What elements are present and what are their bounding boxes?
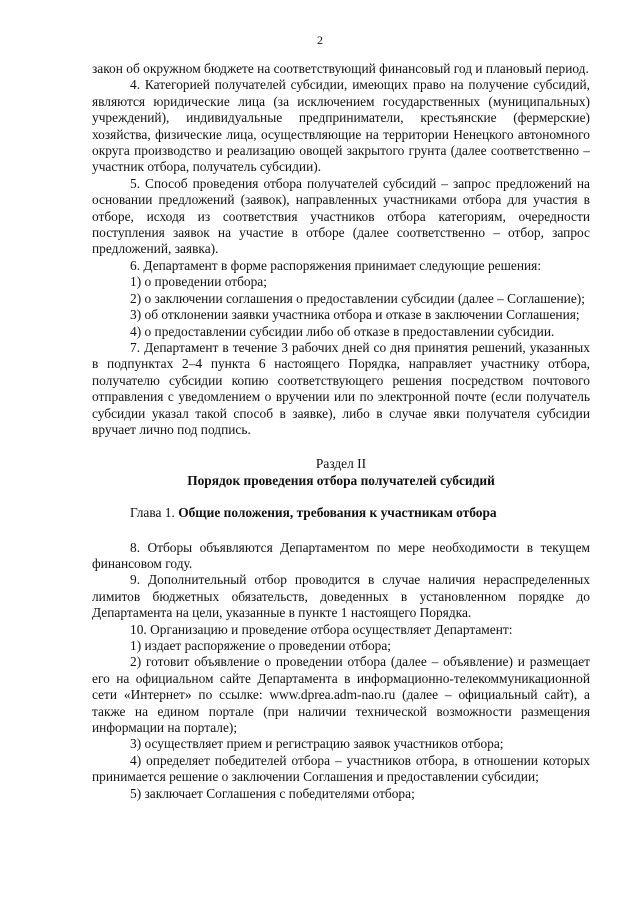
- section-title: Порядок проведения отбора получателей субсидий: [187, 472, 495, 488]
- paragraph-item-8: 8. Отборы объявляются Департаментом по мере необходимости в текущем финансовом году.: [92, 539, 590, 571]
- chapter-heading: [92, 505, 590, 521]
- paragraph-item-6-2: 2) о заключении соглашения о предоставлении субсидии (далее – Соглашение);: [130, 290, 585, 306]
- paragraph-item-5: 5. Способ проведения отбора получателей субсидий – запрос предложений на основании предложений (заявок), направленных участниками отбора для участия в отборе, исходя из соответствия участников отбора категориям, очередности поступления заявок на участие в отборе (далее соответственно – отбор, запрос предложений, заявка).: [92, 175, 590, 257]
- paragraph-item-10-2: 2) готовит объявление о проведении отбора (далее – объявление) и размещает его на официальном сайте Департамента в информационно-телекоммуникационной сети «Интернет» по ссылке: www.dprea.adm-nao.ru (далее – официальный сайт), а также на едином портале (при наличии технической возможности размещения информации на портале);: [92, 654, 590, 736]
- page-number: 2: [317, 33, 323, 47]
- paragraph-item-10-4: 4) определяет победителей отбора – участников отбора, в отношении которых принимается решение о заключении Соглашения и предоставлении субсидии;: [92, 752, 590, 785]
- section-label: Раздел II: [315, 456, 367, 472]
- paragraph-item-10-1: 1) издает распоряжение о проведении отбора;: [130, 638, 392, 653]
- chapter-title: Общие положения, требования к участникам отбора: [178, 505, 497, 521]
- paragraph-item-6-3: 3) об отклонении заявки участника отбора и отказе в заключении Соглашения;: [130, 307, 580, 323]
- paragraph-item-6-1: 1) о проведении отбора;: [130, 274, 267, 290]
- chapter-prefix: Глава 1.: [130, 505, 179, 521]
- paragraph-item-6-4: 4) о предоставлении субсидии либо об отказе в предоставлении субсидии.: [130, 323, 555, 339]
- paragraph-item-10-3: 3) осуществляет прием и регистрацию заявок участников отбора;: [130, 736, 504, 752]
- document-body: [92, 61, 590, 802]
- paragraph-item-4: 4. Категорией получателей субсидии, имеющих право на получение субсидий, являются юридические лица (за исключением государственных (муниципальных) учреждений), индивидуальные предприниматели, крестьянские (фермерские) хозяйства, физические лица, осуществляющие на территории Ненецкого автономного округа производство и реализацию овощей закрытого грунта (далее соответственно – участник отбора, получатель субсидии).: [92, 77, 590, 175]
- paragraph-item-6: 6. Департамент в форме распоряжения принимает следующие решения:: [130, 257, 542, 273]
- paragraph-item-9: 9. Дополнительный отбор проводится в случае наличия нераспределенных лимитов бюджетных обязательств, доведенных в установленном порядке до Департамента на цели, указанные в пункте 1 настоящего Порядка.: [92, 572, 590, 621]
- paragraph-budget-law: закон об окружном бюджете на соответствующий финансовый год и плановый период.: [92, 61, 589, 76]
- paragraph-item-10: 10. Организацию и проведение отбора осуществляет Департамент:: [130, 621, 513, 637]
- paragraph-item-7: 7. Департамент в течение 3 рабочих дней со дня принятия решений, указанных в подпунктах 2–4 пункта 6 настоящего Порядка, направляет участнику отбора, получателю субсидии копию соответствующего решения посредством почтового отправления с уведомлением о вручении или по электронной почте (если получатель субсидии указал такой способ в заявке), либо в случае явки получателя субсидии вручает лично под подпись.: [92, 339, 590, 437]
- paragraph-item-10-5: 5) заключает Соглашения с победителями отбора;: [130, 785, 415, 801]
